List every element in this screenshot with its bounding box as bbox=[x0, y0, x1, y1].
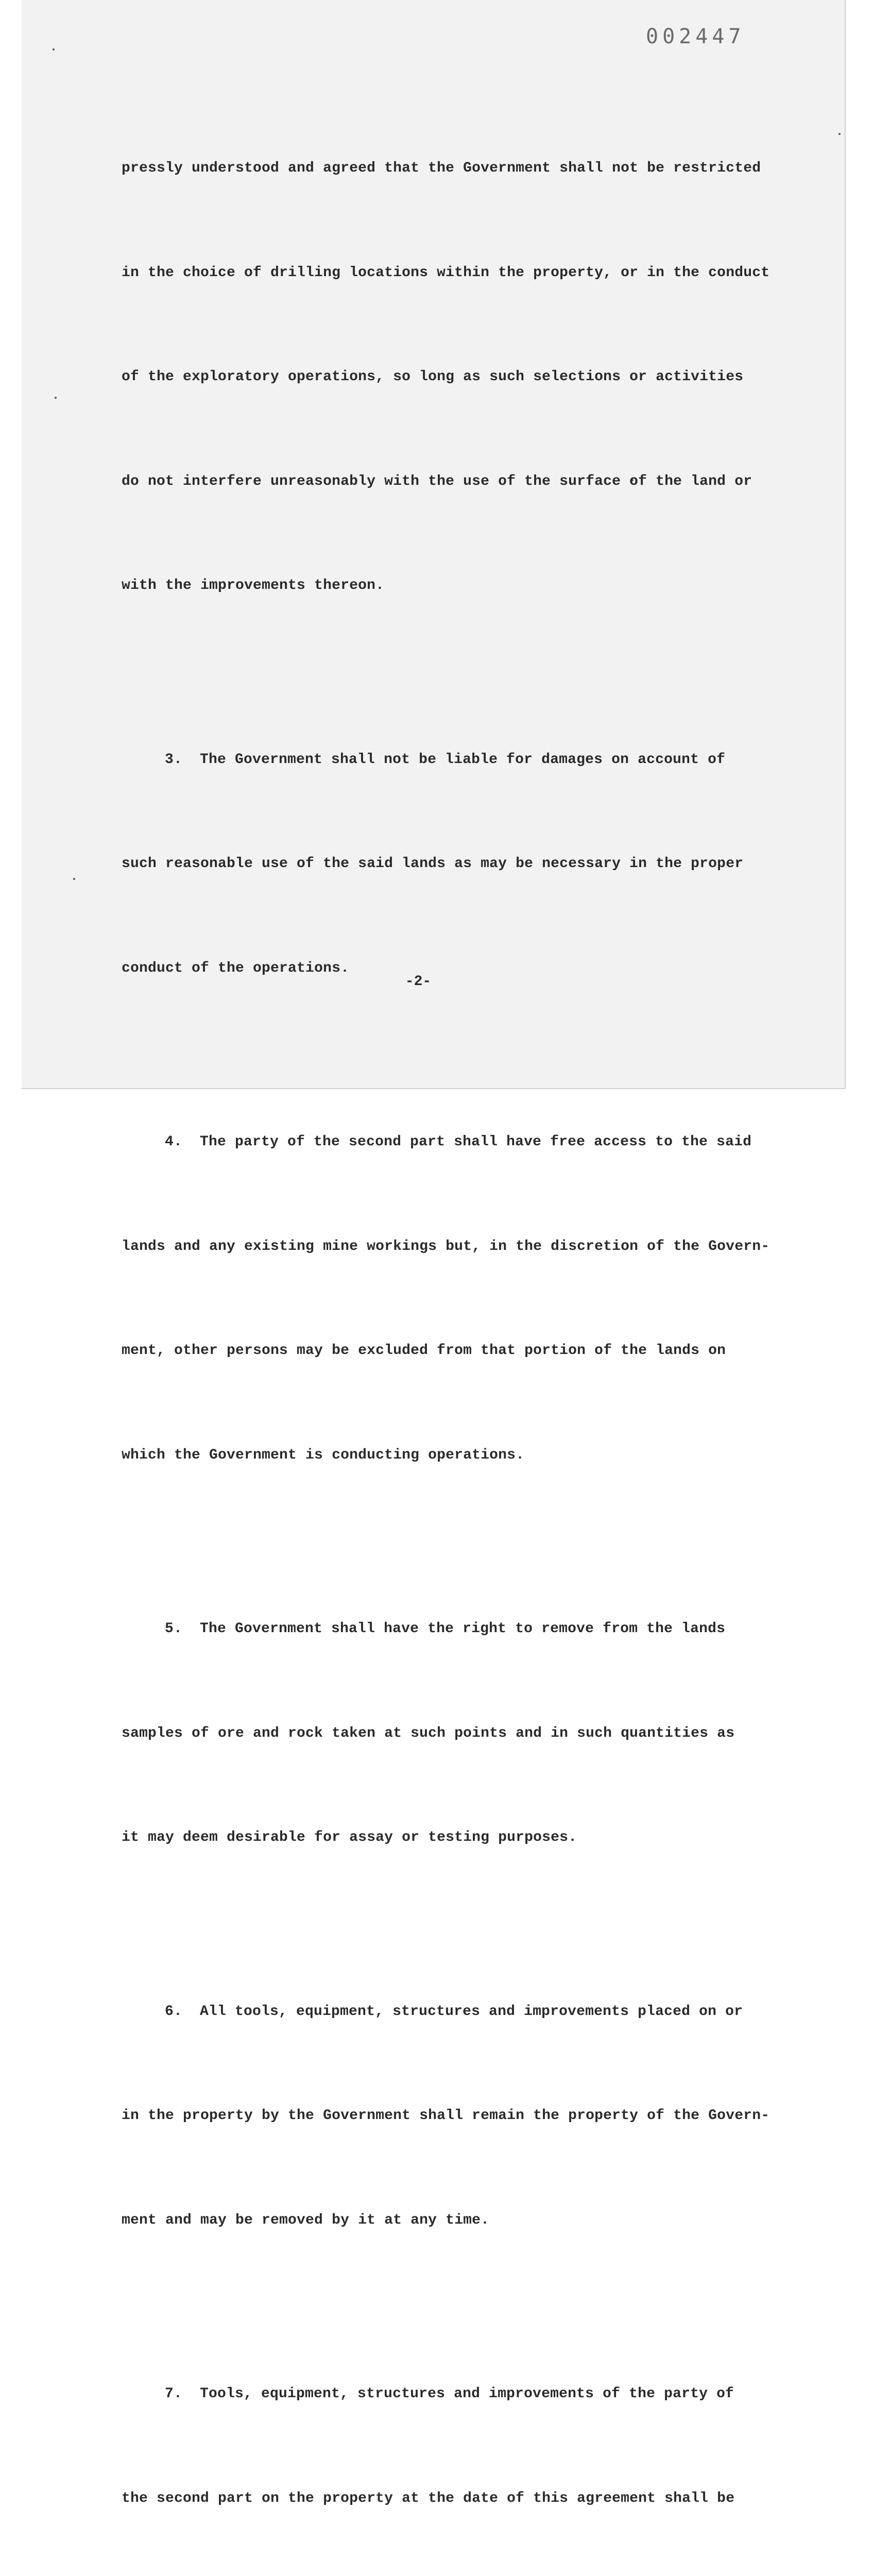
document-body bbox=[122, 81, 791, 2576]
text-line: such reasonable use of the said lands as may be necessary in the proper bbox=[122, 856, 744, 872]
text-line: in the choice of drilling locations within the property, or in the conduct bbox=[122, 264, 770, 281]
text-line: in the property by the Government shall remain the property of the Govern- bbox=[122, 2108, 770, 2124]
paper-speck bbox=[838, 133, 841, 135]
paragraph-3 bbox=[122, 673, 791, 1056]
text-line: lands and any existing mine workings but, in the discretion of the Govern- bbox=[122, 1238, 770, 1255]
text-line: do not interfere unreasonably with the use of the surface of the land or bbox=[122, 473, 752, 489]
document-stamp-number: 002447 bbox=[646, 25, 745, 48]
paper-speck bbox=[53, 48, 55, 50]
text-line: 5. The Government shall have the right to remove from the lands bbox=[165, 1621, 726, 1637]
text-line: which the Government is conducting operations. bbox=[122, 1447, 525, 1463]
page-number bbox=[0, 974, 890, 990]
text-line: with the improvements thereon. bbox=[122, 578, 385, 594]
text-line: samples of ore and rock taken at such points and in such quantities as bbox=[122, 1725, 735, 1741]
text-line: 3. The Government shall not be liable for damages on account of bbox=[165, 751, 726, 768]
paper-speck bbox=[55, 397, 57, 399]
text-line: of the exploratory operations, so long as such selections or activities bbox=[122, 369, 744, 385]
text-line: pressly understood and agreed that the Government shall not be restricted bbox=[122, 160, 761, 176]
text-line: ment and may be removed by it at any time. bbox=[122, 2212, 490, 2228]
text-line: 6. All tools, equipment, structures and improvements placed on or bbox=[165, 2003, 743, 2020]
paper-speck bbox=[73, 878, 75, 880]
paragraph-5 bbox=[122, 1542, 791, 1925]
text-line: it may deem desirable for assay or testing purposes. bbox=[122, 1829, 577, 1845]
text-line: the second part on the property at the date of this agreement shall be bbox=[122, 2490, 735, 2506]
text-line: 7. Tools, equipment, structures and improvements of the party of bbox=[165, 2386, 734, 2402]
paragraph-6 bbox=[122, 1925, 791, 2308]
paragraph-4 bbox=[122, 1055, 791, 1542]
text-line: 4. The party of the second part shall have free access to the said bbox=[165, 1134, 752, 1150]
text-line: conduct of the operations. bbox=[122, 960, 350, 976]
paragraph-continued bbox=[122, 81, 791, 673]
text-line: ment, other persons may be excluded from that portion of the lands on bbox=[122, 1343, 726, 1359]
page-number-text: -2- bbox=[405, 974, 432, 990]
paragraph-7 bbox=[122, 2307, 791, 2576]
